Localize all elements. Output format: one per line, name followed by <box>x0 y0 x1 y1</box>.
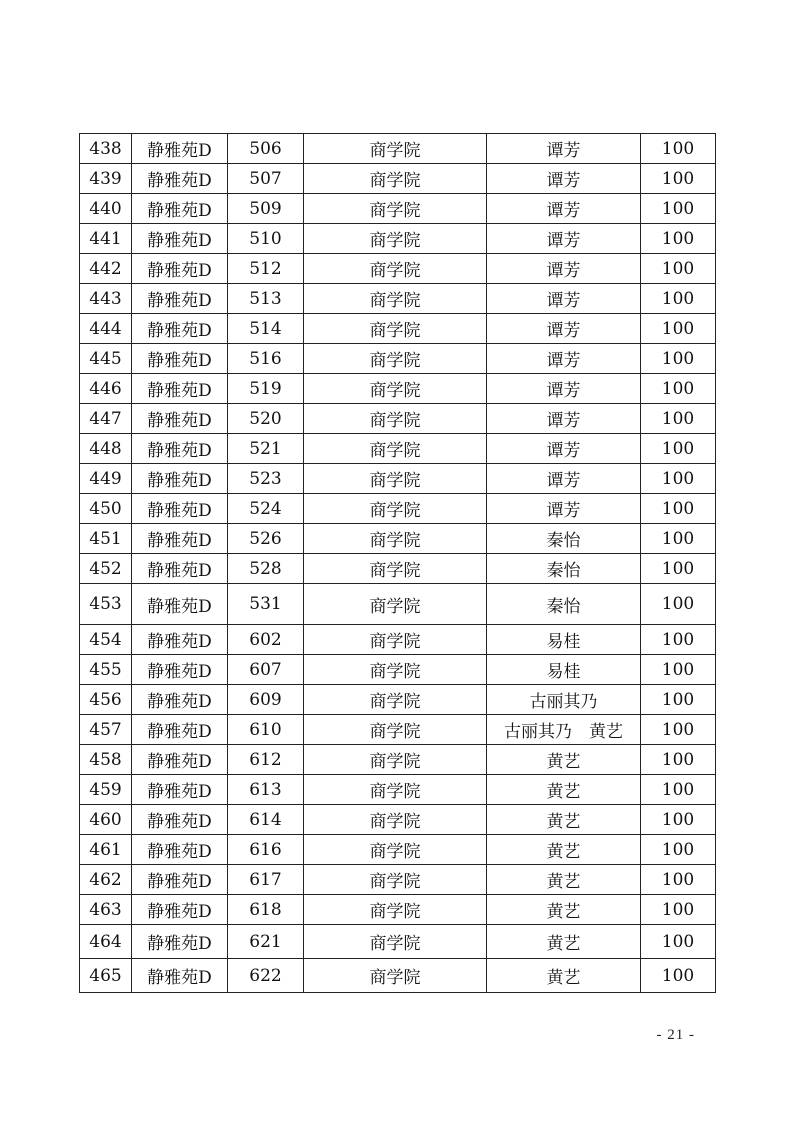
building-cell: 静雅苑D <box>132 959 228 993</box>
person-cell: 黄艺 <box>487 865 641 895</box>
building-cell: 静雅苑D <box>132 805 228 835</box>
room-cell: 516 <box>228 344 304 374</box>
score-cell: 100 <box>641 254 716 284</box>
row-number-cell: 455 <box>80 655 132 685</box>
table-row <box>80 404 716 434</box>
score-cell: 100 <box>641 134 716 164</box>
building-cell: 静雅苑D <box>132 554 228 584</box>
building-cell: 静雅苑D <box>132 494 228 524</box>
building-cell: 静雅苑D <box>132 314 228 344</box>
score-cell: 100 <box>641 685 716 715</box>
row-number-cell: 461 <box>80 835 132 865</box>
row-number-cell: 454 <box>80 625 132 655</box>
building-cell: 静雅苑D <box>132 404 228 434</box>
table-row <box>80 164 716 194</box>
person-cell: 古丽其乃 <box>487 685 641 715</box>
building-cell: 静雅苑D <box>132 224 228 254</box>
college-cell: 商学院 <box>304 524 487 554</box>
row-number-cell: 450 <box>80 494 132 524</box>
table-row <box>80 554 716 584</box>
person-cell: 谭芳 <box>487 314 641 344</box>
person-cell: 易桂 <box>487 625 641 655</box>
person-cell: 黄艺 <box>487 959 641 993</box>
table-row <box>80 224 716 254</box>
score-cell: 100 <box>641 404 716 434</box>
score-cell: 100 <box>641 835 716 865</box>
score-cell: 100 <box>641 715 716 745</box>
person-cell: 谭芳 <box>487 254 641 284</box>
college-cell: 商学院 <box>304 895 487 925</box>
college-cell: 商学院 <box>304 314 487 344</box>
person-cell: 谭芳 <box>487 404 641 434</box>
table-row <box>80 715 716 745</box>
room-cell: 523 <box>228 464 304 494</box>
building-cell: 静雅苑D <box>132 164 228 194</box>
table-row <box>80 865 716 895</box>
college-cell: 商学院 <box>304 584 487 625</box>
table-row <box>80 314 716 344</box>
table-row <box>80 745 716 775</box>
score-cell: 100 <box>641 524 716 554</box>
room-cell: 521 <box>228 434 304 464</box>
building-cell: 静雅苑D <box>132 715 228 745</box>
person-cell: 谭芳 <box>487 224 641 254</box>
table-row <box>80 835 716 865</box>
score-cell: 100 <box>641 344 716 374</box>
room-cell: 510 <box>228 224 304 254</box>
building-cell: 静雅苑D <box>132 775 228 805</box>
building-cell: 静雅苑D <box>132 464 228 494</box>
row-number-cell: 457 <box>80 715 132 745</box>
person-cell: 谭芳 <box>487 434 641 464</box>
score-cell: 100 <box>641 625 716 655</box>
room-cell: 613 <box>228 775 304 805</box>
table-row <box>80 655 716 685</box>
room-cell: 506 <box>228 134 304 164</box>
table-row <box>80 625 716 655</box>
row-number-cell: 439 <box>80 164 132 194</box>
room-cell: 512 <box>228 254 304 284</box>
table-row <box>80 254 716 284</box>
person-cell: 谭芳 <box>487 194 641 224</box>
building-cell: 静雅苑D <box>132 655 228 685</box>
person-cell: 秦怡 <box>487 524 641 554</box>
building-cell: 静雅苑D <box>132 284 228 314</box>
row-number-cell: 449 <box>80 464 132 494</box>
person-cell: 谭芳 <box>487 464 641 494</box>
row-number-cell: 445 <box>80 344 132 374</box>
score-cell: 100 <box>641 194 716 224</box>
table-row <box>80 925 716 959</box>
table-row <box>80 434 716 464</box>
table-row <box>80 464 716 494</box>
room-cell: 514 <box>228 314 304 344</box>
table-row <box>80 959 716 993</box>
person-cell: 谭芳 <box>487 134 641 164</box>
row-number-cell: 441 <box>80 224 132 254</box>
college-cell: 商学院 <box>304 625 487 655</box>
row-number-cell: 444 <box>80 314 132 344</box>
row-number-cell: 465 <box>80 959 132 993</box>
building-cell: 静雅苑D <box>132 865 228 895</box>
room-cell: 616 <box>228 835 304 865</box>
college-cell: 商学院 <box>304 925 487 959</box>
table-row <box>80 134 716 164</box>
room-cell: 513 <box>228 284 304 314</box>
building-cell: 静雅苑D <box>132 374 228 404</box>
college-cell: 商学院 <box>304 164 487 194</box>
score-cell: 100 <box>641 655 716 685</box>
score-cell: 100 <box>641 314 716 344</box>
row-number-cell: 463 <box>80 895 132 925</box>
row-number-cell: 438 <box>80 134 132 164</box>
room-cell: 520 <box>228 404 304 434</box>
building-cell: 静雅苑D <box>132 134 228 164</box>
college-cell: 商学院 <box>304 464 487 494</box>
score-cell: 100 <box>641 374 716 404</box>
college-cell: 商学院 <box>304 494 487 524</box>
row-number-cell: 443 <box>80 284 132 314</box>
score-cell: 100 <box>641 494 716 524</box>
college-cell: 商学院 <box>304 374 487 404</box>
table-row <box>80 895 716 925</box>
score-cell: 100 <box>641 224 716 254</box>
score-cell: 100 <box>641 895 716 925</box>
row-number-cell: 464 <box>80 925 132 959</box>
row-number-cell: 446 <box>80 374 132 404</box>
room-cell: 519 <box>228 374 304 404</box>
college-cell: 商学院 <box>304 284 487 314</box>
table-row <box>80 775 716 805</box>
score-cell: 100 <box>641 805 716 835</box>
score-cell: 100 <box>641 925 716 959</box>
college-cell: 商学院 <box>304 805 487 835</box>
score-cell: 100 <box>641 284 716 314</box>
row-number-cell: 456 <box>80 685 132 715</box>
room-cell: 612 <box>228 745 304 775</box>
room-cell: 617 <box>228 865 304 895</box>
table-row <box>80 524 716 554</box>
building-cell: 静雅苑D <box>132 895 228 925</box>
row-number-cell: 453 <box>80 584 132 625</box>
row-number-cell: 440 <box>80 194 132 224</box>
building-cell: 静雅苑D <box>132 745 228 775</box>
person-cell: 黄艺 <box>487 805 641 835</box>
score-cell: 100 <box>641 959 716 993</box>
score-cell: 100 <box>641 164 716 194</box>
row-number-cell: 452 <box>80 554 132 584</box>
table-row <box>80 805 716 835</box>
building-cell: 静雅苑D <box>132 254 228 284</box>
person-cell: 黄艺 <box>487 745 641 775</box>
person-cell: 谭芳 <box>487 344 641 374</box>
score-cell: 100 <box>641 775 716 805</box>
table-row <box>80 284 716 314</box>
row-number-cell: 460 <box>80 805 132 835</box>
college-cell: 商学院 <box>304 194 487 224</box>
room-cell: 614 <box>228 805 304 835</box>
college-cell: 商学院 <box>304 835 487 865</box>
college-cell: 商学院 <box>304 745 487 775</box>
person-cell: 古丽其乃 黄艺 <box>487 715 641 745</box>
college-cell: 商学院 <box>304 715 487 745</box>
row-number-cell: 451 <box>80 524 132 554</box>
building-cell: 静雅苑D <box>132 835 228 865</box>
room-cell: 610 <box>228 715 304 745</box>
person-cell: 谭芳 <box>487 494 641 524</box>
page-number: - 21 - <box>656 1027 695 1043</box>
college-cell: 商学院 <box>304 254 487 284</box>
room-cell: 526 <box>228 524 304 554</box>
person-cell: 谭芳 <box>487 374 641 404</box>
table-body <box>80 134 716 993</box>
table-row <box>80 584 716 625</box>
room-cell: 622 <box>228 959 304 993</box>
row-number-cell: 459 <box>80 775 132 805</box>
dormitory-table <box>79 133 716 993</box>
room-cell: 602 <box>228 625 304 655</box>
score-cell: 100 <box>641 434 716 464</box>
room-cell: 531 <box>228 584 304 625</box>
score-cell: 100 <box>641 554 716 584</box>
college-cell: 商学院 <box>304 224 487 254</box>
room-cell: 607 <box>228 655 304 685</box>
building-cell: 静雅苑D <box>132 524 228 554</box>
score-cell: 100 <box>641 745 716 775</box>
building-cell: 静雅苑D <box>132 584 228 625</box>
room-cell: 524 <box>228 494 304 524</box>
person-cell: 黄艺 <box>487 775 641 805</box>
college-cell: 商学院 <box>304 404 487 434</box>
room-cell: 618 <box>228 895 304 925</box>
table-row <box>80 344 716 374</box>
person-cell: 秦怡 <box>487 584 641 625</box>
room-cell: 509 <box>228 194 304 224</box>
college-cell: 商学院 <box>304 655 487 685</box>
college-cell: 商学院 <box>304 434 487 464</box>
building-cell: 静雅苑D <box>132 925 228 959</box>
college-cell: 商学院 <box>304 685 487 715</box>
score-cell: 100 <box>641 464 716 494</box>
building-cell: 静雅苑D <box>132 344 228 374</box>
building-cell: 静雅苑D <box>132 685 228 715</box>
table-row <box>80 494 716 524</box>
person-cell: 易桂 <box>487 655 641 685</box>
person-cell: 黄艺 <box>487 895 641 925</box>
room-cell: 507 <box>228 164 304 194</box>
college-cell: 商学院 <box>304 134 487 164</box>
table-row <box>80 194 716 224</box>
person-cell: 黄艺 <box>487 835 641 865</box>
table-row <box>80 374 716 404</box>
row-number-cell: 462 <box>80 865 132 895</box>
building-cell: 静雅苑D <box>132 194 228 224</box>
row-number-cell: 442 <box>80 254 132 284</box>
table-row <box>80 685 716 715</box>
college-cell: 商学院 <box>304 959 487 993</box>
college-cell: 商学院 <box>304 344 487 374</box>
person-cell: 谭芳 <box>487 284 641 314</box>
row-number-cell: 458 <box>80 745 132 775</box>
building-cell: 静雅苑D <box>132 434 228 464</box>
row-number-cell: 448 <box>80 434 132 464</box>
person-cell: 秦怡 <box>487 554 641 584</box>
college-cell: 商学院 <box>304 554 487 584</box>
college-cell: 商学院 <box>304 865 487 895</box>
room-cell: 528 <box>228 554 304 584</box>
row-number-cell: 447 <box>80 404 132 434</box>
building-cell: 静雅苑D <box>132 625 228 655</box>
score-cell: 100 <box>641 584 716 625</box>
score-cell: 100 <box>641 865 716 895</box>
college-cell: 商学院 <box>304 775 487 805</box>
person-cell: 谭芳 <box>487 164 641 194</box>
room-cell: 621 <box>228 925 304 959</box>
room-cell: 609 <box>228 685 304 715</box>
person-cell: 黄艺 <box>487 925 641 959</box>
